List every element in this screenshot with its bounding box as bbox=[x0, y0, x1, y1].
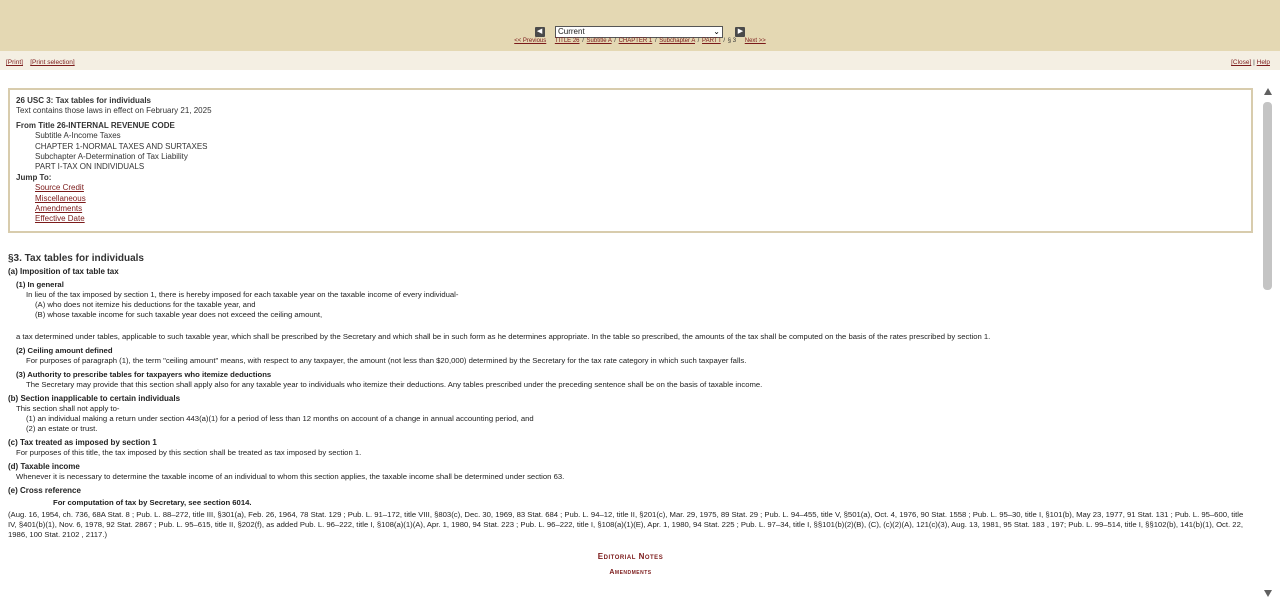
scroll-down-arrow-icon[interactable] bbox=[1264, 590, 1272, 597]
statute-text bbox=[8, 254, 1253, 578]
jump-link-miscellaneous[interactable]: Miscellaneous bbox=[35, 193, 86, 203]
subsection-d-text: Whenever it is necessary to determine the taxable income of an individual to whom this section applies, the taxable income shall be determined under section 63. bbox=[16, 472, 565, 481]
paragraph-a2-heading: (2) Ceiling amount defined bbox=[16, 346, 113, 355]
left-arrow-icon[interactable]: ◀ bbox=[535, 27, 545, 37]
action-toolbar bbox=[0, 51, 1280, 70]
jump-link-effective-date[interactable]: Effective Date bbox=[35, 214, 85, 224]
breadcrumb-subtitle[interactable]: Subtitle A bbox=[586, 38, 612, 44]
section-info-box bbox=[8, 88, 1253, 233]
paragraph-a3-heading: (3) Authority to prescribe tables for taxpayers who itemize deductions bbox=[16, 370, 272, 379]
editorial-notes-heading: Editorial Notes bbox=[597, 552, 664, 561]
subsection-a-heading: (a) Imposition of tax table tax bbox=[8, 267, 119, 276]
top-navigation-bar bbox=[0, 0, 1280, 51]
paragraph-a1-tail: a tax determined under tables, applicable to such taxable year, which shall be prescribed by the Secretary and which shall be in such form as he determines appropriate. In the table so prescribed, the amounts of the tax shall be computed on the basis of the rates prescribed by section 1. bbox=[16, 332, 991, 341]
subsection-d-heading: (d) Taxable income bbox=[8, 462, 80, 471]
paragraph-a2-text: For purposes of paragraph (1), the term "ceiling amount" means, with respect to any taxpayer, the amount (not less than $20,000) determined by the Secretary for the tax rate category in which such taxpayer falls. bbox=[26, 356, 747, 365]
effective-date-note: Text contains those laws in effect on February 21, 2025 bbox=[16, 106, 212, 116]
breadcrumb-part[interactable]: PART I bbox=[702, 38, 721, 44]
jump-link-source-credit[interactable]: Source Credit bbox=[35, 183, 84, 193]
scrollbar-thumb[interactable] bbox=[1263, 102, 1272, 290]
document-content[interactable] bbox=[0, 84, 1262, 607]
version-nav bbox=[0, 23, 1280, 37]
toolbar-separator: | bbox=[1253, 59, 1255, 66]
section-heading: 26 USC 3: Tax tables for individuals bbox=[16, 96, 151, 105]
hierarchy-chapter: CHAPTER 1-NORMAL TAXES AND SURTAXES bbox=[35, 141, 208, 151]
cross-reference-text: For computation of tax by Secretary, see section 6014. bbox=[53, 498, 252, 507]
subsection-b-text: This section shall not apply to- bbox=[16, 404, 120, 413]
subsection-b2: (2) an estate or trust. bbox=[26, 424, 98, 433]
jump-to-label: Jump To: bbox=[16, 172, 52, 182]
breadcrumb-subchapter[interactable]: Subchapter A bbox=[659, 38, 695, 44]
subsection-b-heading: (b) Section inapplicable to certain individuals bbox=[8, 394, 181, 403]
vertical-scrollbar[interactable] bbox=[1262, 84, 1274, 607]
paragraph-a1-text: In lieu of the tax imposed by section 1, there is hereby imposed for each taxable year on the taxable income of every individual- bbox=[26, 290, 459, 299]
next-link[interactable]: Next >> bbox=[744, 38, 766, 44]
print-link[interactable]: [Print] bbox=[6, 59, 23, 66]
jump-link-amendments[interactable]: Amendments bbox=[35, 204, 83, 214]
breadcrumb-title[interactable]: TITLE 26 bbox=[554, 38, 580, 44]
chevron-down-icon: ⌄ bbox=[713, 26, 720, 36]
breadcrumb-section: § 3 bbox=[727, 38, 737, 44]
section-title: §3. Tax tables for individuals bbox=[8, 253, 144, 264]
paragraph-a3-text: The Secretary may provide that this section shall apply also for any taxable year to individuals who itemize their deductions. Any tables prescribed under the preceding sentence shall be on the basis of taxable income. bbox=[26, 380, 763, 389]
subsection-c-heading: (c) Tax treated as imposed by section 1 bbox=[8, 438, 157, 447]
close-link[interactable]: [Close] bbox=[1231, 59, 1252, 66]
previous-link[interactable]: << Previous bbox=[514, 38, 547, 44]
amendments-heading: Amendments bbox=[609, 569, 652, 576]
right-arrow-icon[interactable]: ▶ bbox=[735, 27, 745, 37]
subsection-c-text: For purposes of this title, the tax imposed by this section shall be treated as tax imposed by section 1. bbox=[16, 448, 362, 457]
from-title: From Title 26-INTERNAL REVENUE CODE bbox=[16, 120, 175, 130]
hierarchy-subchapter: Subchapter A-Determination of Tax Liability bbox=[35, 152, 188, 162]
breadcrumb-chapter[interactable]: CHAPTER 1 bbox=[618, 38, 653, 44]
print-selection-link[interactable]: [Print selection] bbox=[30, 59, 75, 66]
version-select-value: Current bbox=[558, 26, 585, 36]
subparagraph-a1A: (A) who does not itemize his deductions for the taxable year, and bbox=[35, 300, 256, 309]
hierarchy-subtitle: Subtitle A-Income Taxes bbox=[35, 131, 121, 141]
subsection-e-heading: (e) Cross reference bbox=[8, 486, 81, 495]
subparagraph-a1B: (B) whose taxable income for such taxable year does not exceed the ceiling amount, bbox=[35, 310, 323, 319]
help-link[interactable]: Help bbox=[1256, 59, 1270, 66]
source-credit: (Aug. 16, 1954, ch. 736, 68A Stat. 8 ; Pub. L. 88–272, title III, §301(a), Feb. 26, 1964, 78 Stat. 129 ; Pub. L. 91–172, title VIII, §803(c), Dec. 30, 1969, 83 Stat. 684 ; Pub. L. 94–12, title II, §201(c), Mar. 29, 1975, 89 Stat. 29 ; Pub. L. 94–455, title V, §501(a), Oct. 4, 1976, 90 Stat. 1558 ; Pub. L. 95–30, title I, §101(b), May 23, 1977, 91 Stat. 131 ; Pub. L. 95–600, title IV, §401(b)(1), Nov. 6, 1978, 92 Stat. 2867 ; Pub. L. 95–615, title II, §202(f), as added Pub. L. 96–222, title I, §108(a)(1)(A), Apr. 1, 1980, 94 Stat. 223 ; Pub. L. 96–222, title I, §108(a)(1)(E), Apr. 1, 1980, 94 Stat. 225 ; Pub. L. 97–34, title I, §§101(b)(2)(B), (C), (c)(2)(A), 121(c)(3), Aug. 13, 1981, 95 Stat. 183 , 197; Pub. L. 99–514, title I, §§102(b), 141(b)(1), Oct. 22, 1986, 100 Stat. 2102 , 2117.) bbox=[8, 510, 1244, 539]
breadcrumb: << Previous TITLE 26 / Subtitle A / CHAPTER 1 / Subchapter A / PART I / § 3 Next >> bbox=[514, 38, 766, 44]
version-select[interactable] bbox=[555, 26, 723, 38]
scroll-up-arrow-icon[interactable] bbox=[1264, 88, 1272, 95]
subsection-b1: (1) an individual making a return under section 443(a)(1) for a period of less than 12 months on account of a change in annual accounting period, and bbox=[26, 414, 534, 423]
hierarchy-part: PART I-TAX ON INDIVIDUALS bbox=[35, 162, 145, 172]
paragraph-a1-heading: (1) In general bbox=[16, 280, 64, 289]
